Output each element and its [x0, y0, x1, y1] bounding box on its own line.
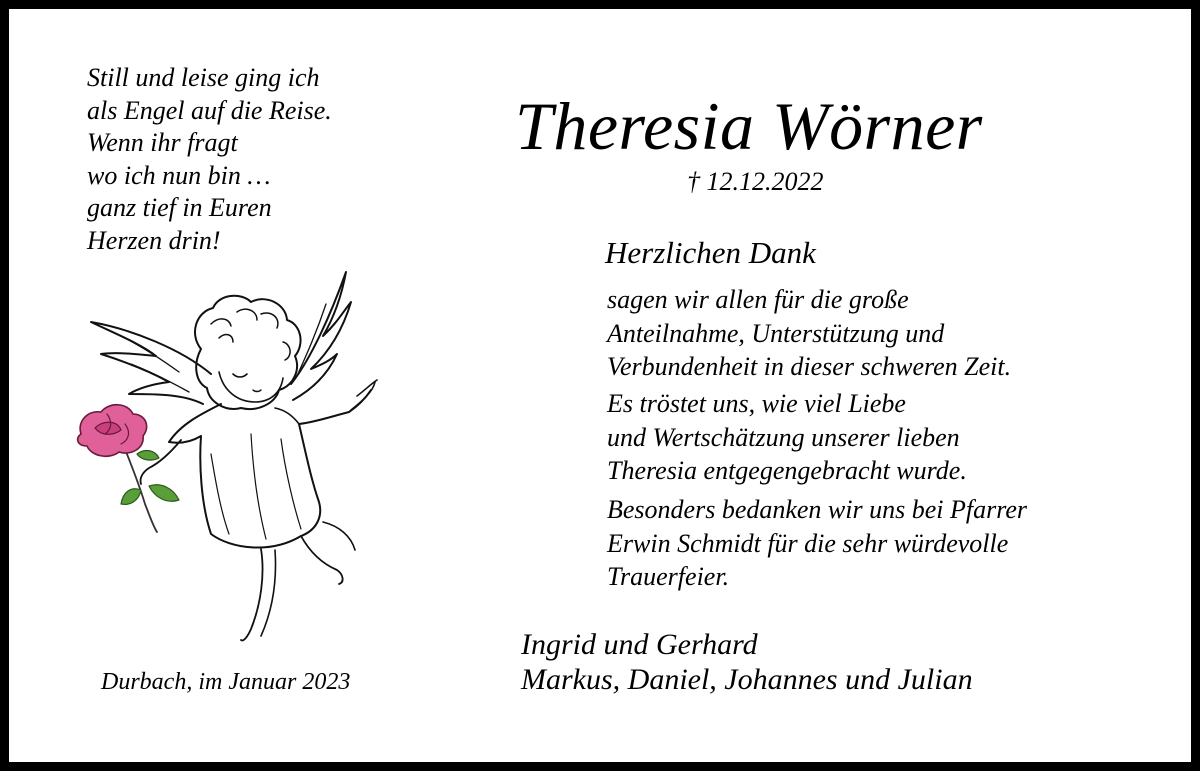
poem-line: Herzen drin!: [87, 225, 221, 255]
signature-line: Markus, Daniel, Johannes und Julian: [521, 663, 973, 696]
thanks-line: und Wertschätzung unserer lieben: [607, 422, 960, 452]
thanks-line: Trauerfeier.: [607, 562, 730, 591]
signature: [521, 627, 973, 697]
thanks-line: Besonders bedanken wir uns bei Pfarrer: [607, 495, 1028, 524]
deceased-name: Theresia Wörner: [515, 88, 983, 164]
signature-line: Ingrid und Gerhard: [521, 628, 758, 661]
thanks-paragraph: [607, 387, 967, 488]
thanks-paragraph: [607, 493, 1027, 594]
poem: [87, 62, 427, 258]
thanks-line: Anteilnahme, Unterstützung und: [607, 318, 945, 348]
thanks-line: Erwin Schmidt für die sehr würdevolle: [607, 528, 1009, 558]
place-date: Durbach, im Januar 2023: [101, 669, 351, 695]
poem-line: als Engel auf die Reise.: [87, 95, 332, 125]
death-date: † 12.12.2022: [687, 167, 824, 196]
angel-with-rose-illustration: [61, 264, 391, 654]
poem-line: ganz tief in Euren: [87, 193, 272, 223]
thanks-line: Theresia entgegengebracht wurde.: [607, 456, 967, 485]
thanks-line: sagen wir allen für die große: [607, 285, 909, 314]
thanks-paragraph: [607, 283, 1011, 384]
thanks-line: Es tröstet uns, wie viel Liebe: [607, 389, 906, 418]
poem-line: wo ich nun bin …: [87, 160, 271, 190]
thanks-line: Verbundenheit in dieser schweren Zeit.: [607, 352, 1012, 381]
thanks-heading: Herzlichen Dank: [605, 235, 816, 270]
poem-line: Wenn ihr fragt: [87, 128, 238, 158]
poem-line: Still und leise ging ich: [87, 63, 320, 92]
